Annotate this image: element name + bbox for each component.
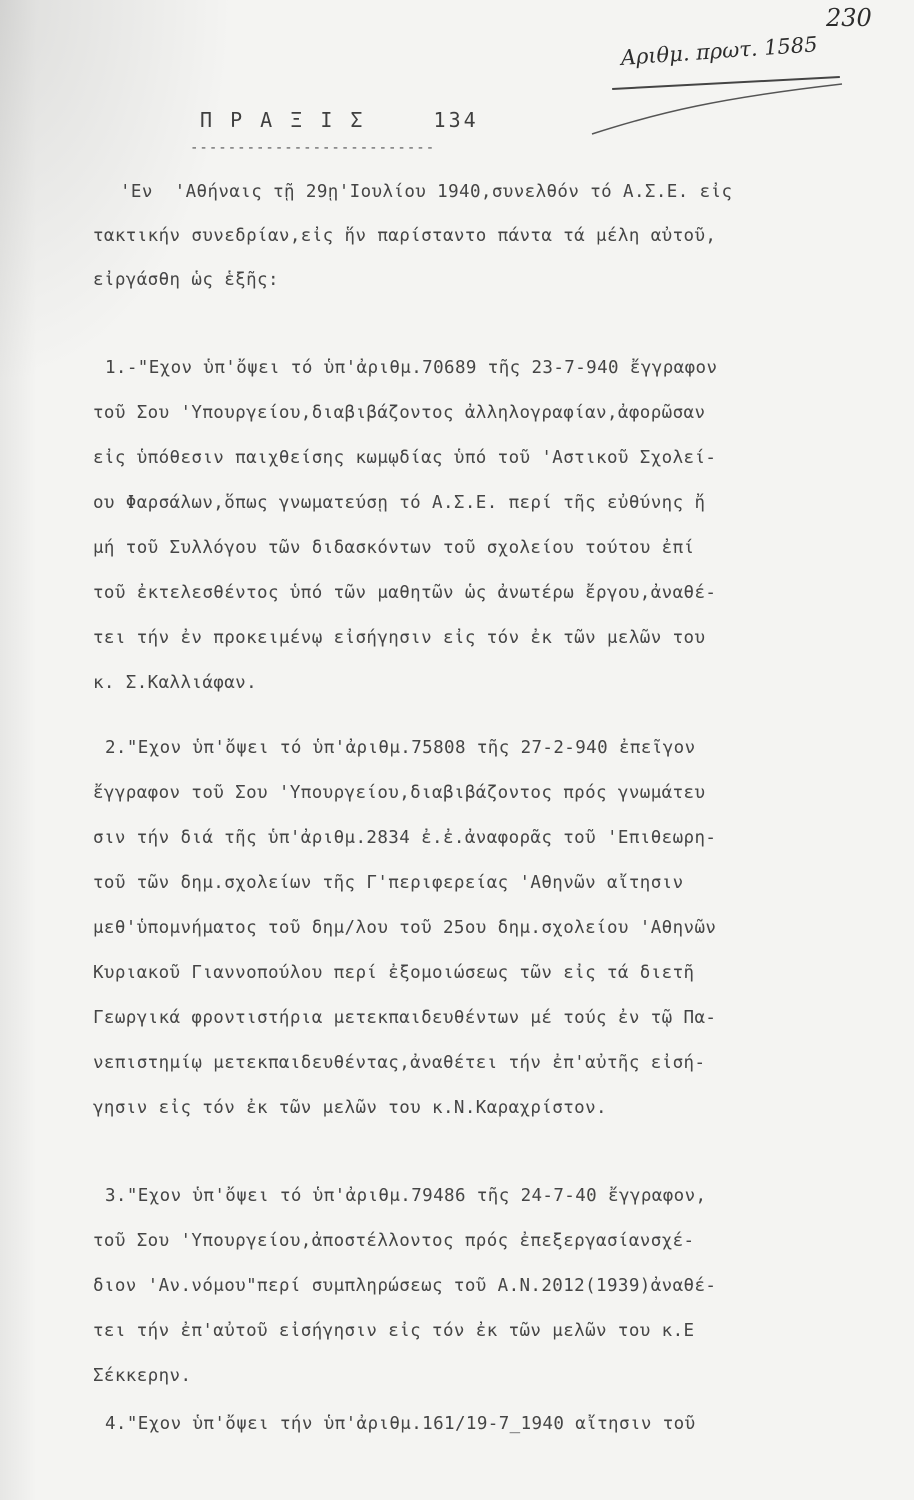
intro-line-2: τακτικήν συνεδρίαν,εἰς ἥν παρίσταντο πάντα τά μέλη αὐτοῦ, bbox=[93, 226, 717, 246]
page-number-annotation: 230 bbox=[826, 4, 872, 32]
item1-line-8: κ. Σ.Καλλιάφαν. bbox=[93, 673, 258, 693]
item2-line-7: Γεωργικά φροντιστήρια μετεκπαιδευθέντων μέ τούς ἐν τῷ Πα- bbox=[93, 1008, 717, 1028]
item2-line-5: μεθ'ὑπομνήματος τοῦ δημ/λου τοῦ 25ου δημ.σχολείου 'Αθηνῶν bbox=[93, 918, 717, 938]
act-number: 134 bbox=[433, 108, 479, 132]
intro-line-3: εἰργάσθη ὡς ἑξῆς: bbox=[93, 270, 279, 290]
item1-line-6: τοῦ ἐκτελεσθέντος ὑπό τῶν μαθητῶν ὡς ἀνωτέρω ἔργου,ἀναθέ- bbox=[93, 583, 717, 603]
item3-line-5: Σέκκερην. bbox=[93, 1366, 192, 1386]
item3-line-2: τοῦ Σου 'Υπουργείου,ἀποστέλλοντος πρός ἐπεξεργασίανσχέ- bbox=[93, 1231, 695, 1251]
item3-line-1: 3."Εχον ὑπ'ὄψει τό ὑπ'ἀριθμ.79486 τῆς 24-7-40 ἔγγραφον, bbox=[105, 1186, 707, 1206]
item1-line-7: τει τήν ἐν προκειμένῳ εἰσήγησιν εἰς τόν ἐκ τῶν μελῶν του bbox=[93, 628, 706, 648]
item1-line-2: τοῦ Σου 'Υπουργείου,διαβιβάζοντος ἀλληλογραφίαν,ἀφορῶσαν bbox=[93, 403, 706, 423]
item4-line-1: 4."Εχον ὑπ'ὄψει τήν ὑπ'ἀριθμ.161/19-7_1940 αἴτησιν τοῦ bbox=[105, 1414, 696, 1434]
item2-line-4: τοῦ τῶν δημ.σχολείων τῆς Γ'περιφερείας 'Αθηνῶν αἴτησιν bbox=[93, 873, 684, 893]
reference-annotation: Αριθμ. πρωτ. 1585 bbox=[620, 32, 819, 70]
item2-line-9: γησιν εἰς τόν ἐκ τῶν μελῶν του κ.Ν.Καραχρίστον. bbox=[93, 1098, 607, 1118]
intro-line-1: 'Εν 'Αθήναις τῇ 29ῃ'Ιουλίου 1940,συνελθόν τό Α.Σ.Ε. εἰς bbox=[120, 182, 733, 202]
margin-curve-mark bbox=[0, 0, 914, 200]
item1-line-3: εἰς ὑπόθεσιν παιχθείσης κωμῳδίας ὑπό τοῦ 'Αστικοῦ Σχολεί- bbox=[93, 448, 717, 468]
item1-line-5: μή τοῦ Συλλόγου τῶν διδασκόντων τοῦ σχολείου τούτου ἐπί bbox=[93, 538, 695, 558]
title-underline: -------------------------- bbox=[190, 140, 436, 156]
item2-line-3: σιν τήν διά τῆς ὑπ'ἀριθμ.2834 ἐ.ἐ.ἀναφορᾶς τοῦ 'Επιθεωρη- bbox=[93, 828, 717, 848]
item2-line-6: Κυριακοῦ Γιαννοπούλου περί ἐξομοιώσεως τῶν εἰς τά διετῆ bbox=[93, 963, 695, 983]
item1-line-1: 1.-"Εχον ὑπ'ὄψει τό ὑπ'ἀριθμ.70689 τῆς 23-7-940 ἔγγραφον bbox=[105, 358, 718, 378]
item1-line-4: ου Φαρσάλων,ὅπως γνωματεύσῃ τό Α.Σ.Ε. περί τῆς εὐθύνης ἤ bbox=[93, 493, 706, 513]
item2-line-8: νεπιστημίῳ μετεκπαιδευθέντας,ἀναθέτει τήν ἐπ'αὐτῆς εἰσή- bbox=[93, 1053, 706, 1073]
title-text: Π Ρ Α Ξ Ι Σ bbox=[200, 108, 366, 132]
item3-line-4: τει τήν ἐπ'αὐτοῦ εἰσήγησιν εἰς τόν ἐκ τῶν μελῶν του κ.Ε bbox=[93, 1321, 695, 1341]
item2-line-2: ἔγγραφον τοῦ Σου 'Υπουργείου,διαβιβάζοντος πρός γνωμάτευ bbox=[93, 783, 706, 803]
item3-line-3: διον 'Αν.νόμου"περί συμπληρώσεως τοῦ Α.Ν.2012(1939)ἀναθέ- bbox=[93, 1276, 717, 1296]
document-title bbox=[200, 108, 479, 132]
item2-line-1: 2."Εχον ὑπ'ὄψει τό ὑπ'ἀριθμ.75808 τῆς 27-2-940 ἐπεῖγον bbox=[105, 738, 696, 758]
